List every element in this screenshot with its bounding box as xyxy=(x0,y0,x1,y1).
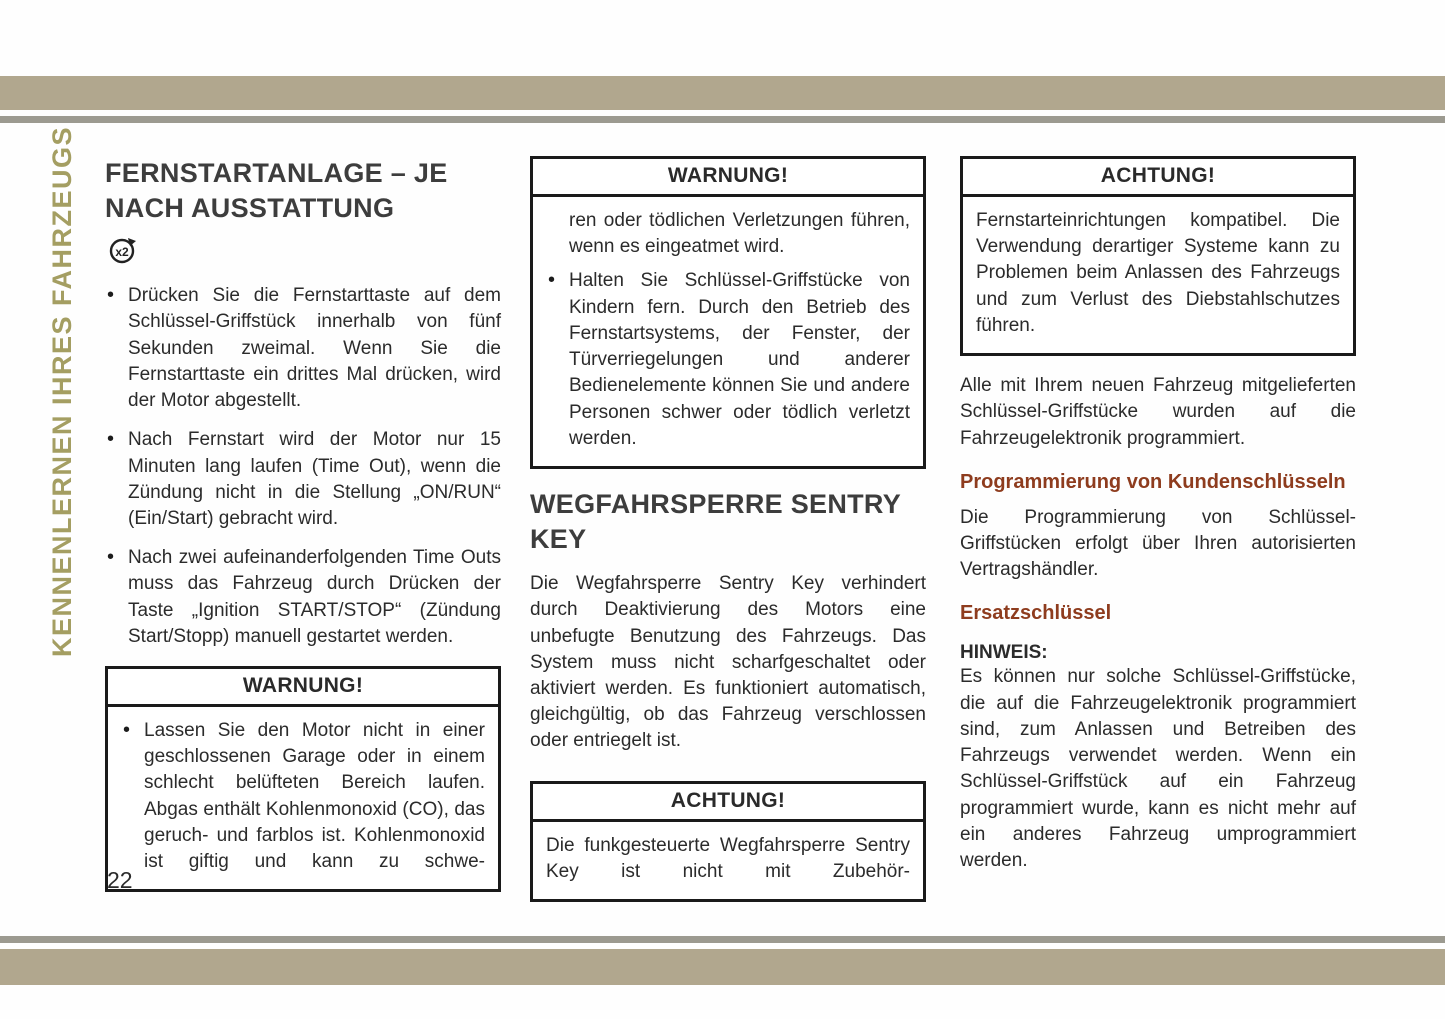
x2-icon-label: x2 xyxy=(115,245,129,260)
sentry-key-paragraph: Die Wegfahrsperre Sentry Key verhindert durch Deaktivierung des Motors eine unbefugte Benutzung des Fahrzeugs. Das System muss nicht scharfgeschaltet oder aktiviert werden. Es funktioniert automatisch, gleichgültig, ob das Fahrzeug verschlossen oder entriegelt ist. xyxy=(530,573,926,752)
caution-box-title: ACHTUNG! xyxy=(533,784,923,822)
bottom-tan-band xyxy=(0,949,1445,985)
warning-continuation-text: ren oder tödlichen Verletzungen führen, wenn es eingeatmet wird. xyxy=(569,210,910,258)
remote-start-x2-icon xyxy=(107,234,501,271)
chapter-sidebar-label: KENNENLERNEN IHRES FAHRZEUGS xyxy=(47,125,77,657)
note-paragraph: Es können nur solche Schlüssel-Griffstücke, die auf die Fahrzeugelektronik programmiert sind, zum Anlassen und Betreiben des Fahrzeugs verwendet werden. Wenn ein Schlüssel-Griffstück auf ein Fahrzeug programmiert wurde, kann es nicht mehr auf ein anderes Fahrzeug umprogrammiert werden. xyxy=(960,666,1356,871)
bullet-item: • Nach zwei aufeinanderfolgenden Time Outs muss das Fahrzeug durch Drücken der Taste „Ignition START/STOP“ (Zündung Start/Stopp) manuell gestartet werden. xyxy=(105,545,501,650)
top-gray-rule xyxy=(0,116,1445,123)
column-3 xyxy=(960,156,1356,874)
page-number: 22 xyxy=(107,867,133,893)
remote-start-bullet-list xyxy=(105,283,501,650)
subheading-replacement-keys: Ersatzschlüssel xyxy=(960,602,1112,625)
warning-bullet-item: • Lassen Sie den Motor nicht in einer geschlossenen Garage oder in einem schlecht belüfteten Bereich laufen. Abgas enthält Kohlenmonoxid (CO), das geruch- und farblos ist. Kohlenmonoxid ist giftig und kann zu schwe- xyxy=(121,718,485,875)
warning-box-title: WARNUNG! xyxy=(533,159,923,197)
column-2 xyxy=(530,156,926,902)
column-1 xyxy=(105,156,501,892)
section-heading-remote-start: FERNSTARTANLAGE – JE NACH AUSSTATTUNG xyxy=(105,158,448,224)
bullet-item: • Nach Fernstart wird der Motor nur 15 Minuten lang laufen (Time Out), wenn die Zündung nicht in die Stellung „ON/RUN“ (Ein/Start) gebracht wird. xyxy=(105,427,501,532)
caution-box-col2 xyxy=(530,781,926,902)
caution-box-title: ACHTUNG! xyxy=(963,159,1353,197)
caution-text: Fernstarteinrichtungen kompatibel. Die Verwendung derartiger Systeme kann zu Problemen beim Anlassen des Fahrzeugs und zum Verlust des Diebstahlschutzes führen. xyxy=(976,210,1340,336)
note-label: HINWEIS: xyxy=(960,642,1048,664)
bottom-gray-rule xyxy=(0,936,1445,943)
section-heading-sentry-key: WEGFAHRSPERRE SENTRY KEY xyxy=(530,488,901,555)
bullet-item: • Drücken Sie die Fernstarttaste auf dem Schlüssel-Griffstück innerhalb von fünf Sekunden zweimal. Wenn Sie die Fernstarttaste ein drittes Mal drücken, wird der Motor abgestellt. xyxy=(105,283,501,414)
programming-dealer-paragraph: Die Programmierung von Schlüssel-Griffstücken erfolgt über Ihren autorisierten Vertragshändler. xyxy=(960,506,1356,581)
warning-box-col1 xyxy=(105,666,501,892)
top-tan-band xyxy=(0,76,1445,110)
caution-box-col3 xyxy=(960,156,1356,356)
warning-box-col2 xyxy=(530,156,926,469)
keys-programmed-paragraph: Alle mit Ihrem neuen Fahrzeug mitgelieferten Schlüssel-Griffstücke wurden auf die Fahrzeugelektronik programmiert. xyxy=(960,375,1356,449)
warning-box-title: WARNUNG! xyxy=(108,669,498,707)
warning-bullet-item: • Halten Sie Schlüssel-Griffstücke von Kindern fern. Durch den Betrieb des Fernstartsystems, der Fenster, der Türverriegelungen und anderer Bedienelemente können Sie und andere Personen schwer oder tödlich verletzt werden. xyxy=(546,268,910,452)
caution-text: Die funkgesteuerte Wegfahrsperre Sentry Key ist nicht mit Zubehör- xyxy=(546,834,910,882)
subheading-customer-key-programming: Programmierung von Kundenschlüsseln xyxy=(960,470,1346,493)
